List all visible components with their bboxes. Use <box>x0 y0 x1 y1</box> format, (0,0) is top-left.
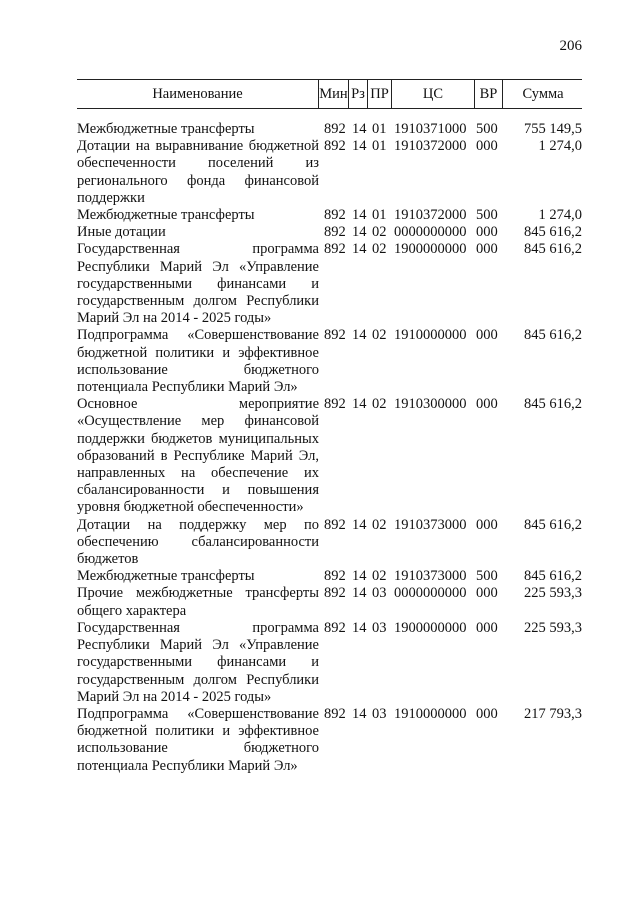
row-name: Государственная программа Республики Марий Эл «Управление государственными финансами и государственным долгом Республики Марий Эл на 2014 - 2025 годы» <box>77 619 319 705</box>
table-row <box>77 706 582 775</box>
row-min: 892 <box>324 568 346 585</box>
row-cs: 1910000000 <box>394 327 467 344</box>
table-row <box>77 396 582 516</box>
table-row <box>77 224 582 241</box>
row-min: 892 <box>324 619 346 636</box>
table-row <box>77 517 582 569</box>
row-cs: 1910372000 <box>394 138 467 155</box>
row-name: Государственная программа Республики Марий Эл «Управление государственными финансами и государственным долгом Республики Марий Эл на 2014 - 2025 годы» <box>77 241 319 327</box>
row-sum: 845 616,2 <box>524 224 582 241</box>
row-name: Основное мероприятие «Осуществление мер финансовой поддержки бюджетов муниципальных образований в Республике Марий Эл, направленных на обеспечение их сбалансированности и повышения уровня бюджетной обеспеченности» <box>77 396 319 516</box>
header-sum: Сумма <box>502 80 583 108</box>
row-cs: 1910000000 <box>394 705 467 722</box>
row-name: Подпрограмма «Совершенствование бюджетной политики и эффективное использование бюджетного потенциала Республики Марий Эл» <box>77 705 319 774</box>
row-pr: 02 <box>372 241 387 258</box>
row-rz: 14 <box>352 327 367 344</box>
row-sum: 845 616,2 <box>524 568 582 585</box>
row-vr: 500 <box>476 568 498 585</box>
table-row <box>77 121 582 138</box>
row-pr: 03 <box>372 619 387 636</box>
row-sum: 225 593,3 <box>524 585 582 602</box>
row-cs: 1910372000 <box>394 207 467 224</box>
table-row <box>77 241 582 327</box>
row-name: Дотации на выравнивание бюджетной обеспеченности поселений из регионального фонда финансовой поддержки <box>77 138 319 206</box>
header-pr: ПР <box>367 80 391 108</box>
row-cs: 0000000000 <box>394 585 467 602</box>
row-rz: 14 <box>352 138 367 155</box>
row-rz: 14 <box>352 516 367 533</box>
row-vr: 000 <box>476 516 498 533</box>
row-name: Межбюджетные трансферты <box>77 568 255 585</box>
row-vr: 000 <box>476 241 498 258</box>
table-row <box>77 568 582 585</box>
table-row <box>77 138 582 207</box>
row-min: 892 <box>324 705 346 722</box>
row-vr: 000 <box>476 327 498 344</box>
row-rz: 14 <box>352 585 367 602</box>
row-min: 892 <box>324 327 346 344</box>
row-pr: 02 <box>372 224 387 241</box>
header-rz: Рз <box>348 80 367 108</box>
header-cs: ЦС <box>391 80 474 108</box>
header-min: Мин <box>318 80 348 108</box>
row-vr: 500 <box>476 121 498 137</box>
row-vr: 000 <box>476 396 498 413</box>
row-vr: 000 <box>476 619 498 636</box>
row-vr: 000 <box>476 585 498 602</box>
table-row <box>77 207 582 224</box>
row-pr: 02 <box>372 396 387 413</box>
row-min: 892 <box>324 207 346 224</box>
row-min: 892 <box>324 121 346 137</box>
row-rz: 14 <box>352 207 367 224</box>
row-rz: 14 <box>352 224 367 241</box>
row-cs: 1900000000 <box>394 241 467 258</box>
row-cs: 1910373000 <box>394 568 467 585</box>
row-min: 892 <box>324 138 346 155</box>
row-min: 892 <box>324 585 346 602</box>
row-sum: 845 616,2 <box>524 327 582 344</box>
row-sum: 225 593,3 <box>524 619 582 636</box>
header-name: Наименование <box>152 86 243 102</box>
row-vr: 500 <box>476 207 498 224</box>
row-pr: 01 <box>372 207 387 224</box>
row-pr: 03 <box>372 705 387 722</box>
page-number: 206 <box>559 38 582 54</box>
row-vr: 000 <box>476 705 498 722</box>
row-name: Иные дотации <box>77 224 166 241</box>
table-header <box>77 79 582 109</box>
table-row <box>77 327 582 396</box>
row-sum: 845 616,2 <box>524 396 582 413</box>
row-name: Подпрограмма «Совершенствование бюджетной политики и эффективное использование бюджетного потенциала Республики Марий Эл» <box>77 327 319 396</box>
row-min: 892 <box>324 516 346 533</box>
row-pr: 02 <box>372 568 387 585</box>
row-cs: 1900000000 <box>394 619 467 636</box>
row-rz: 14 <box>352 241 367 258</box>
row-vr: 000 <box>476 224 498 241</box>
row-pr: 02 <box>372 327 387 344</box>
row-pr: 02 <box>372 516 387 533</box>
row-rz: 14 <box>352 705 367 722</box>
row-name: Межбюджетные трансферты <box>77 207 255 224</box>
row-name: Межбюджетные трансферты <box>77 121 255 137</box>
row-cs: 1910373000 <box>394 516 467 533</box>
row-cs: 0000000000 <box>394 224 467 241</box>
row-min: 892 <box>324 396 346 413</box>
row-cs: 1910300000 <box>394 396 467 413</box>
row-sum: 217 793,3 <box>524 705 582 722</box>
row-sum: 845 616,2 <box>524 516 582 533</box>
table-row <box>77 585 582 619</box>
header-vr: ВР <box>474 80 502 108</box>
row-sum: 845 616,2 <box>524 241 582 258</box>
row-pr: 03 <box>372 585 387 602</box>
row-rz: 14 <box>352 396 367 413</box>
row-sum: 1 274,0 <box>538 138 582 155</box>
row-min: 892 <box>324 241 346 258</box>
row-rz: 14 <box>352 619 367 636</box>
table-body <box>77 121 582 775</box>
row-min: 892 <box>324 224 346 241</box>
row-cs: 1910371000 <box>394 121 467 137</box>
row-pr: 01 <box>372 121 387 137</box>
row-rz: 14 <box>352 568 367 585</box>
row-pr: 01 <box>372 138 387 155</box>
row-sum: 1 274,0 <box>538 207 582 224</box>
row-sum: 755 149,5 <box>524 121 582 137</box>
row-name: Прочие межбюджетные трансферты общего характера <box>77 585 319 619</box>
row-rz: 14 <box>352 121 367 137</box>
row-name: Дотации на поддержку мер по обеспечению сбалансированности бюджетов <box>77 516 319 568</box>
table-row <box>77 620 582 706</box>
row-vr: 000 <box>476 138 498 155</box>
